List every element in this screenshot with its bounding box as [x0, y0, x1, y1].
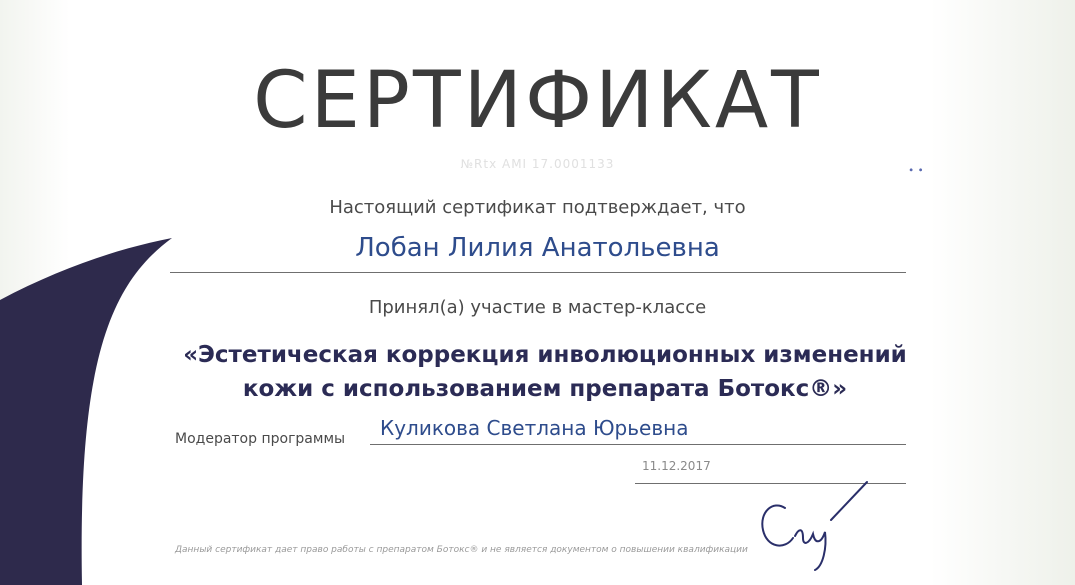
- footnote: Данный сертификат дает право работы с препаратом Ботокс® и не является документом о повышении квалификации: [175, 545, 748, 555]
- certificate-title: СЕРТИФИКАТ: [253, 56, 822, 146]
- participated-text: Принял(а) участие в мастер-классе: [368, 297, 707, 318]
- course-title-line-1: «Эстетическая коррекция инволюционных изменений: [183, 342, 907, 368]
- course-title-line-2: кожи с использованием препарата Ботокс®»: [242, 376, 848, 402]
- recipient-name: Лобан Лилия Анатольевна: [355, 233, 720, 263]
- signature: [745, 478, 875, 573]
- ink-speck: ∙ ∙: [908, 165, 924, 176]
- certificate-number: №Rtx AMI 17.0001133: [460, 157, 615, 171]
- course-title: [150, 338, 940, 406]
- confirm-text: Настоящий сертификат подтверждает, что: [329, 197, 746, 218]
- recipient-underline: [170, 272, 906, 273]
- moderator-underline: [370, 444, 906, 445]
- issue-date: 11.12.2017: [642, 459, 711, 473]
- moderator-label: Модератор программы: [175, 431, 346, 447]
- moderator-name: Куликова Светлана Юрьевна: [380, 416, 689, 440]
